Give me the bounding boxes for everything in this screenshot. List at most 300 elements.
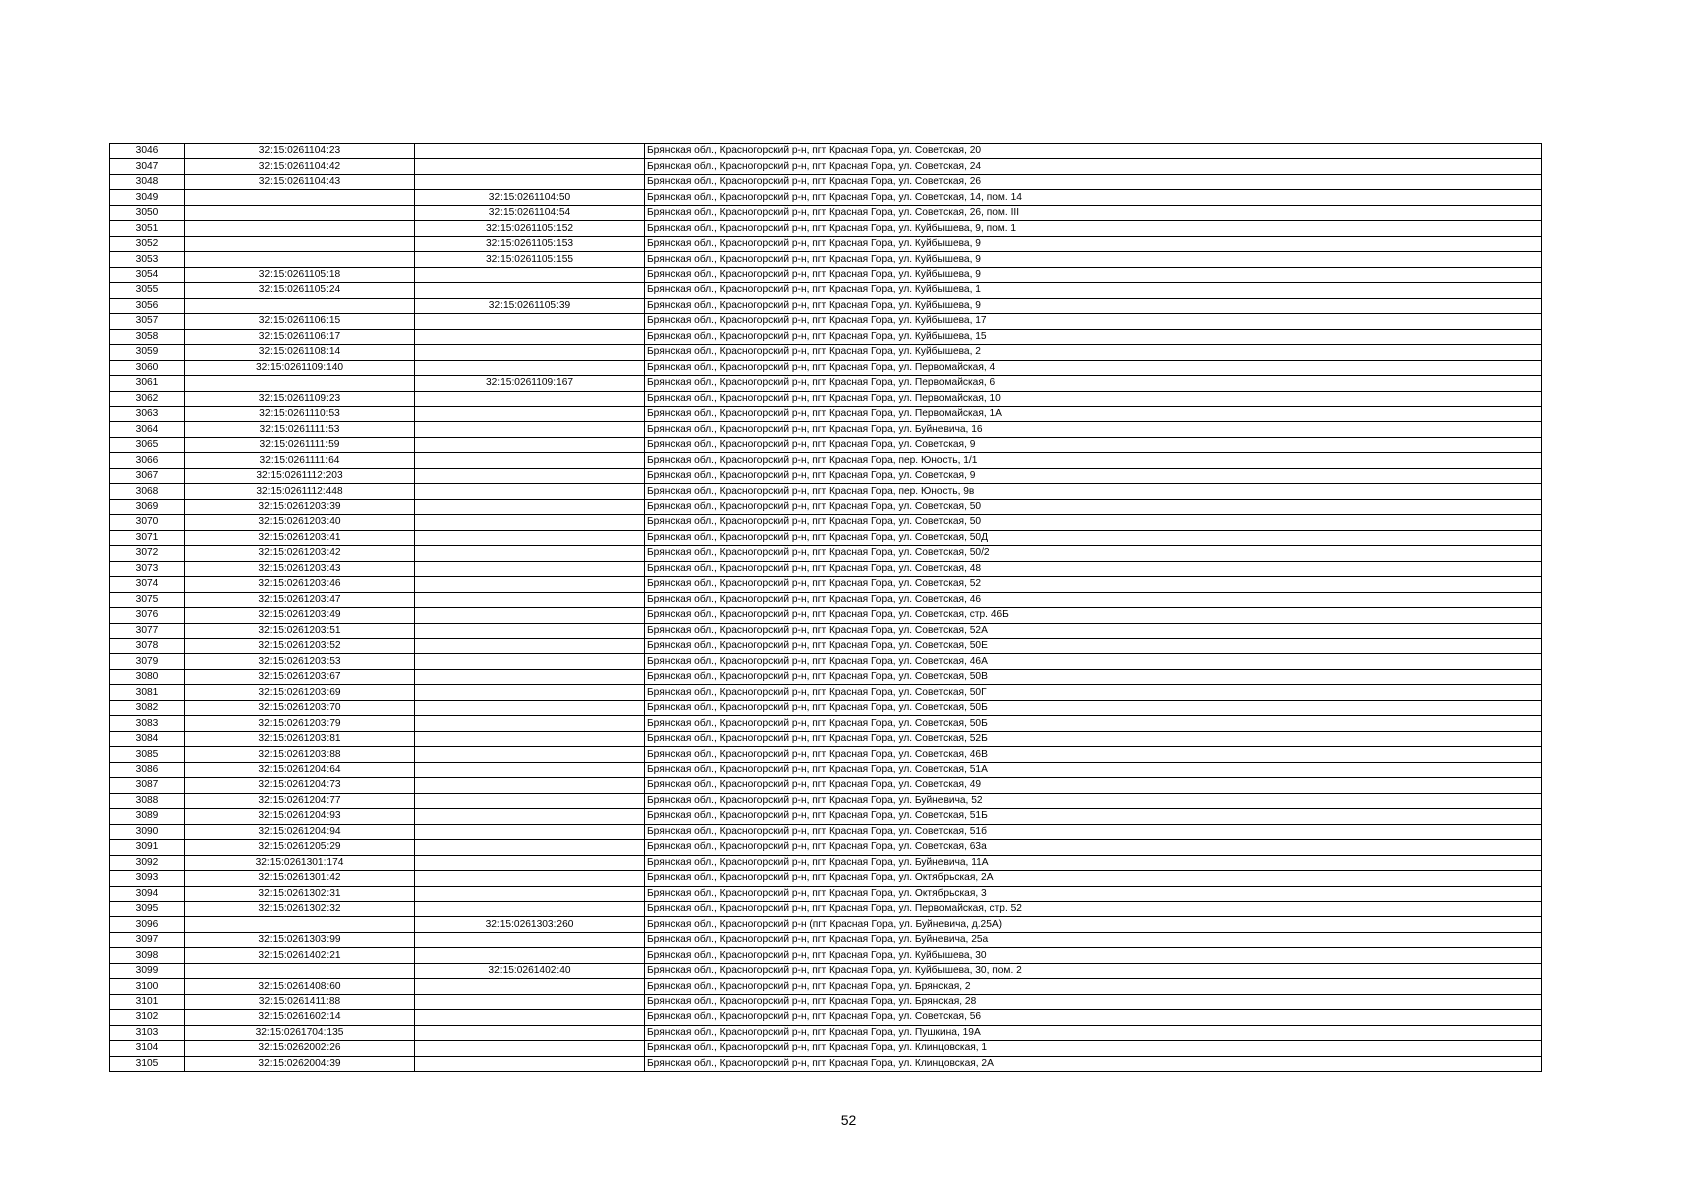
second-cadastral-number-cell: 32:15:0261402:40: [415, 963, 645, 978]
row-number-cell: 3100: [110, 979, 185, 994]
address-cell: Брянская обл., Красногорский р-н, пгт Красная Гора, ул. Советская, стр. 46Б: [645, 608, 1542, 623]
table-row: [110, 484, 1542, 499]
cadastral-number-cell: 32:15:0261104:43: [185, 174, 415, 189]
second-cadastral-number-cell: [415, 468, 645, 483]
address-cell: Брянская обл., Красногорский р-н, пгт Красная Гора, ул. Первомайская, 1А: [645, 406, 1542, 421]
table-row: [110, 515, 1542, 530]
table-row: [110, 468, 1542, 483]
address-cell: Брянская обл., Красногорский р-н, пгт Красная Гора, ул. Советская, 50: [645, 515, 1542, 530]
cadastral-number-cell: 32:15:0261203:70: [185, 700, 415, 715]
table-row: [110, 561, 1542, 576]
table-row: [110, 979, 1542, 994]
row-number-cell: 3054: [110, 267, 185, 282]
table-row: [110, 499, 1542, 514]
second-cadastral-number-cell: [415, 422, 645, 437]
table-row: [110, 840, 1542, 855]
address-cell: Брянская обл., Красногорский р-н, пгт Красная Гора, ул. Советская, 52А: [645, 623, 1542, 638]
row-number-cell: 3049: [110, 190, 185, 205]
row-number-cell: 3097: [110, 932, 185, 947]
address-cell: Брянская обл., Красногорский р-н, пгт Красная Гора, ул. Советская, 50Б: [645, 700, 1542, 715]
table-row: [110, 236, 1542, 251]
cadastral-number-cell: 32:15:0262002:26: [185, 1041, 415, 1056]
cadastral-number-cell: 32:15:0261402:21: [185, 948, 415, 963]
row-number-cell: 3052: [110, 236, 185, 251]
table-row: [110, 437, 1542, 452]
cadastral-number-cell: 32:15:0261203:51: [185, 623, 415, 638]
table-row: [110, 824, 1542, 839]
row-number-cell: 3092: [110, 855, 185, 870]
address-cell: Брянская обл., Красногорский р-н, пгт Красная Гора, ул. Брянская, 28: [645, 994, 1542, 1009]
second-cadastral-number-cell: [415, 716, 645, 731]
table-row: [110, 932, 1542, 947]
address-cell: Брянская обл., Красногорский р-н, пгт Красная Гора, ул. Куйбышева, 1: [645, 283, 1542, 298]
second-cadastral-number-cell: [415, 948, 645, 963]
row-number-cell: 3094: [110, 886, 185, 901]
cadastral-number-cell: 32:15:0261112:203: [185, 468, 415, 483]
second-cadastral-number-cell: [415, 623, 645, 638]
table-row: [110, 948, 1542, 963]
cadastral-number-cell: 32:15:0261203:40: [185, 515, 415, 530]
address-cell: Брянская обл., Красногорский р-н, пгт Красная Гора, ул. Советская, 14, пом. 14: [645, 190, 1542, 205]
row-number-cell: 3090: [110, 824, 185, 839]
second-cadastral-number-cell: [415, 685, 645, 700]
table-row: [110, 809, 1542, 824]
second-cadastral-number-cell: [415, 329, 645, 344]
table-row: [110, 917, 1542, 932]
cadastral-number-cell: 32:15:0261111:53: [185, 422, 415, 437]
table-row: [110, 639, 1542, 654]
row-number-cell: 3057: [110, 314, 185, 329]
cadastral-number-cell: 32:15:0261203:39: [185, 499, 415, 514]
cadastral-number-cell: 32:15:0261301:42: [185, 871, 415, 886]
row-number-cell: 3072: [110, 546, 185, 561]
cadastral-number-cell: 32:15:0261203:53: [185, 654, 415, 669]
table-row: [110, 623, 1542, 638]
table-row: [110, 530, 1542, 545]
cadastral-number-cell: 32:15:0261111:64: [185, 453, 415, 468]
cadastral-number-cell: 32:15:0261302:31: [185, 886, 415, 901]
cadastral-number-cell: [185, 205, 415, 220]
second-cadastral-number-cell: 32:15:0261105:153: [415, 236, 645, 251]
address-cell: Брянская обл., Красногорский р-н, пгт Красная Гора, ул. Советская, 50Б: [645, 716, 1542, 731]
table-row: [110, 731, 1542, 746]
table-row: [110, 1041, 1542, 1056]
second-cadastral-number-cell: [415, 700, 645, 715]
cadastral-number-cell: 32:15:0261408:60: [185, 979, 415, 994]
address-cell: Брянская обл., Красногорский р-н, пгт Красная Гора, ул. Советская, 46А: [645, 654, 1542, 669]
cadastral-number-cell: 32:15:0261111:59: [185, 437, 415, 452]
second-cadastral-number-cell: [415, 174, 645, 189]
row-number-cell: 3103: [110, 1025, 185, 1040]
property-register-table: [109, 143, 1542, 1072]
table-row: [110, 855, 1542, 870]
cadastral-number-cell: 32:15:0261411:88: [185, 994, 415, 1009]
second-cadastral-number-cell: [415, 437, 645, 452]
table-row: [110, 221, 1542, 236]
cadastral-number-cell: 32:15:0261204:73: [185, 778, 415, 793]
second-cadastral-number-cell: 32:15:0261109:167: [415, 376, 645, 391]
second-cadastral-number-cell: [415, 546, 645, 561]
second-cadastral-number-cell: [415, 144, 645, 159]
row-number-cell: 3064: [110, 422, 185, 437]
second-cadastral-number-cell: [415, 840, 645, 855]
second-cadastral-number-cell: [415, 901, 645, 916]
row-number-cell: 3050: [110, 205, 185, 220]
row-number-cell: 3062: [110, 391, 185, 406]
second-cadastral-number-cell: 32:15:0261104:50: [415, 190, 645, 205]
row-number-cell: 3078: [110, 639, 185, 654]
cadastral-number-cell: 32:15:0261203:88: [185, 747, 415, 762]
address-cell: Брянская обл., Красногорский р-н, пгт Красная Гора, ул. Советская, 48: [645, 561, 1542, 576]
cadastral-number-cell: 32:15:0261204:77: [185, 793, 415, 808]
row-number-cell: 3069: [110, 499, 185, 514]
row-number-cell: 3084: [110, 731, 185, 746]
row-number-cell: 3088: [110, 793, 185, 808]
table-row: [110, 422, 1542, 437]
address-cell: Брянская обл., Красногорский р-н, пгт Красная Гора, ул. Советская, 26, пом. III: [645, 205, 1542, 220]
table-row: [110, 716, 1542, 731]
table-row: [110, 762, 1542, 777]
row-number-cell: 3056: [110, 298, 185, 313]
address-cell: Брянская обл., Красногорский р-н, пгт Красная Гора, ул. Советская, 20: [645, 144, 1542, 159]
row-number-cell: 3083: [110, 716, 185, 731]
row-number-cell: 3101: [110, 994, 185, 1009]
row-number-cell: 3080: [110, 669, 185, 684]
address-cell: Брянская обл., Красногорский р-н, пгт Красная Гора, ул. Куйбышева, 15: [645, 329, 1542, 344]
row-number-cell: 3073: [110, 561, 185, 576]
cadastral-number-cell: 32:15:0261303:99: [185, 932, 415, 947]
second-cadastral-number-cell: [415, 453, 645, 468]
address-cell: Брянская обл., Красногорский р-н, пгт Красная Гора, ул. Советская, 52: [645, 577, 1542, 592]
table-row: [110, 298, 1542, 313]
address-cell: Брянская обл., Красногорский р-н, пгт Красная Гора, ул. Буйневича, 25а: [645, 932, 1542, 947]
table-row: [110, 174, 1542, 189]
table-row: [110, 592, 1542, 607]
table-row: [110, 700, 1542, 715]
table-row: [110, 685, 1542, 700]
second-cadastral-number-cell: [415, 267, 645, 282]
table-row: [110, 205, 1542, 220]
table-row: [110, 669, 1542, 684]
row-number-cell: 3104: [110, 1041, 185, 1056]
table-row: [110, 963, 1542, 978]
cadastral-number-cell: 32:15:0261203:46: [185, 577, 415, 592]
cadastral-number-cell: 32:15:0261203:41: [185, 530, 415, 545]
table-row: [110, 886, 1542, 901]
address-cell: Брянская обл., Красногорский р-н, пгт Красная Гора, ул. Советская, 46В: [645, 747, 1542, 762]
second-cadastral-number-cell: [415, 159, 645, 174]
second-cadastral-number-cell: [415, 994, 645, 1009]
second-cadastral-number-cell: [415, 809, 645, 824]
cadastral-number-cell: 32:15:0261602:14: [185, 1010, 415, 1025]
address-cell: Брянская обл., Красногорский р-н, пгт Красная Гора, ул. Советская, 56: [645, 1010, 1542, 1025]
cadastral-number-cell: 32:15:0261204:93: [185, 809, 415, 824]
address-cell: Брянская обл., Красногорский р-н, пгт Красная Гора, ул. Советская, 51б: [645, 824, 1542, 839]
row-number-cell: 3071: [110, 530, 185, 545]
address-cell: Брянская обл., Красногорский р-н, пгт Красная Гора, ул. Советская, 52Б: [645, 731, 1542, 746]
row-number-cell: 3082: [110, 700, 185, 715]
second-cadastral-number-cell: [415, 1056, 645, 1071]
address-cell: Брянская обл., Красногорский р-н, пгт Красная Гора, ул. Советская, 50В: [645, 669, 1542, 684]
second-cadastral-number-cell: [415, 762, 645, 777]
row-number-cell: 3085: [110, 747, 185, 762]
cadastral-number-cell: 32:15:0261106:17: [185, 329, 415, 344]
address-cell: Брянская обл., Красногорский р-н, пгт Красная Гора, ул. Советская, 50Г: [645, 685, 1542, 700]
second-cadastral-number-cell: [415, 515, 645, 530]
row-number-cell: 3091: [110, 840, 185, 855]
second-cadastral-number-cell: [415, 391, 645, 406]
address-cell: Брянская обл., Красногорский р-н, пгт Красная Гора, ул. Первомайская, 4: [645, 360, 1542, 375]
row-number-cell: 3096: [110, 917, 185, 932]
address-cell: Брянская обл., Красногорский р-н, пгт Красная Гора, ул. Советская, 46: [645, 592, 1542, 607]
second-cadastral-number-cell: [415, 608, 645, 623]
address-cell: Брянская обл., Красногорский р-н, пгт Красная Гора, ул. Советская, 26: [645, 174, 1542, 189]
address-cell: Брянская обл., Красногорский р-н, пгт Красная Гора, ул. Советская, 24: [645, 159, 1542, 174]
row-number-cell: 3059: [110, 345, 185, 360]
address-cell: Брянская обл., Красногорский р-н, пгт Красная Гора, ул. Советская, 50Е: [645, 639, 1542, 654]
second-cadastral-number-cell: [415, 731, 645, 746]
row-number-cell: 3058: [110, 329, 185, 344]
address-cell: Брянская обл., Красногорский р-н, пгт Красная Гора, ул. Брянская, 2: [645, 979, 1542, 994]
address-cell: Брянская обл., Красногорский р-н, пгт Красная Гора, ул. Советская, 49: [645, 778, 1542, 793]
cadastral-number-cell: 32:15:0261105:18: [185, 267, 415, 282]
cadastral-number-cell: 32:15:0261110:53: [185, 406, 415, 421]
cadastral-number-cell: [185, 917, 415, 932]
table-row: [110, 994, 1542, 1009]
address-cell: Брянская обл., Красногорский р-н, пгт Красная Гора, ул. Куйбышева, 9: [645, 252, 1542, 267]
cadastral-number-cell: 32:15:0261112:448: [185, 484, 415, 499]
row-number-cell: 3105: [110, 1056, 185, 1071]
table-row: [110, 252, 1542, 267]
second-cadastral-number-cell: [415, 1025, 645, 1040]
table-row: [110, 329, 1542, 344]
page-number: 52: [840, 1112, 857, 1128]
table-row: [110, 345, 1542, 360]
table-row: [110, 1010, 1542, 1025]
address-cell: Брянская обл., Красногорский р-н, пгт Красная Гора, ул. Советская, 50: [645, 499, 1542, 514]
second-cadastral-number-cell: [415, 314, 645, 329]
second-cadastral-number-cell: 32:15:0261105:39: [415, 298, 645, 313]
second-cadastral-number-cell: [415, 871, 645, 886]
row-number-cell: 3079: [110, 654, 185, 669]
row-number-cell: 3076: [110, 608, 185, 623]
address-cell: Брянская обл., Красногорский р-н (пгт Красная Гора, ул. Буйневича, д.25А): [645, 917, 1542, 932]
table-row: [110, 577, 1542, 592]
table-row: [110, 190, 1542, 205]
table-row: [110, 546, 1542, 561]
second-cadastral-number-cell: 32:15:0261303:260: [415, 917, 645, 932]
second-cadastral-number-cell: [415, 669, 645, 684]
table-body: [110, 144, 1542, 1072]
second-cadastral-number-cell: [415, 283, 645, 298]
address-cell: Брянская обл., Красногорский р-н, пгт Красная Гора, ул. Советская, 63а: [645, 840, 1542, 855]
second-cadastral-number-cell: 32:15:0261104:54: [415, 205, 645, 220]
address-cell: Брянская обл., Красногорский р-н, пгт Красная Гора, ул. Советская, 9: [645, 437, 1542, 452]
row-number-cell: 3066: [110, 453, 185, 468]
table-row: [110, 159, 1542, 174]
address-cell: Брянская обл., Красногорский р-н, пгт Красная Гора, ул. Куйбышева, 30: [645, 948, 1542, 963]
cadastral-number-cell: 32:15:0261203:67: [185, 669, 415, 684]
address-cell: Брянская обл., Красногорский р-н, пгт Красная Гора, ул. Первомайская, 6: [645, 376, 1542, 391]
row-number-cell: 3095: [110, 901, 185, 916]
address-cell: Брянская обл., Красногорский р-н, пгт Красная Гора, ул. Куйбышева, 9: [645, 298, 1542, 313]
address-cell: Брянская обл., Красногорский р-н, пгт Красная Гора, пер. Юность, 9в: [645, 484, 1542, 499]
address-cell: Брянская обл., Красногорский р-н, пгт Красная Гора, ул. Куйбышева, 30, пом. 2: [645, 963, 1542, 978]
row-number-cell: 3086: [110, 762, 185, 777]
table-row: [110, 608, 1542, 623]
row-number-cell: 3067: [110, 468, 185, 483]
table-row: [110, 1025, 1542, 1040]
second-cadastral-number-cell: [415, 747, 645, 762]
table-row: [110, 654, 1542, 669]
second-cadastral-number-cell: [415, 1041, 645, 1056]
table-row: [110, 1056, 1542, 1071]
cadastral-number-cell: 32:15:0261301:174: [185, 855, 415, 870]
second-cadastral-number-cell: [415, 530, 645, 545]
row-number-cell: 3089: [110, 809, 185, 824]
row-number-cell: 3099: [110, 963, 185, 978]
row-number-cell: 3053: [110, 252, 185, 267]
cadastral-number-cell: 32:15:0261106:15: [185, 314, 415, 329]
row-number-cell: 3065: [110, 437, 185, 452]
cadastral-number-cell: [185, 376, 415, 391]
second-cadastral-number-cell: [415, 824, 645, 839]
table-row: [110, 778, 1542, 793]
second-cadastral-number-cell: [415, 345, 645, 360]
row-number-cell: 3051: [110, 221, 185, 236]
address-cell: Брянская обл., Красногорский р-н, пгт Красная Гора, ул. Куйбышева, 9: [645, 236, 1542, 251]
address-cell: Брянская обл., Красногорский р-н, пгт Красная Гора, ул. Куйбышева, 9, пом. 1: [645, 221, 1542, 236]
second-cadastral-number-cell: [415, 886, 645, 901]
cadastral-number-cell: 32:15:0261108:14: [185, 345, 415, 360]
row-number-cell: 3061: [110, 376, 185, 391]
table-row: [110, 360, 1542, 375]
second-cadastral-number-cell: [415, 932, 645, 947]
address-cell: Брянская обл., Красногорский р-н, пгт Красная Гора, ул. Октябрьская, 2А: [645, 871, 1542, 886]
row-number-cell: 3093: [110, 871, 185, 886]
cadastral-number-cell: 32:15:0261302:32: [185, 901, 415, 916]
row-number-cell: 3055: [110, 283, 185, 298]
row-number-cell: 3075: [110, 592, 185, 607]
cadastral-number-cell: 32:15:0261203:81: [185, 731, 415, 746]
second-cadastral-number-cell: [415, 592, 645, 607]
cadastral-number-cell: 32:15:0262004:39: [185, 1056, 415, 1071]
second-cadastral-number-cell: [415, 577, 645, 592]
cadastral-number-cell: [185, 221, 415, 236]
cadastral-number-cell: 32:15:0261203:49: [185, 608, 415, 623]
row-number-cell: 3063: [110, 406, 185, 421]
table-row: [110, 314, 1542, 329]
cadastral-number-cell: [185, 963, 415, 978]
cadastral-number-cell: [185, 298, 415, 313]
table-row: [110, 871, 1542, 886]
table-row: [110, 267, 1542, 282]
address-cell: Брянская обл., Красногорский р-н, пгт Красная Гора, ул. Советская, 50/2: [645, 546, 1542, 561]
cadastral-number-cell: 32:15:0261704:135: [185, 1025, 415, 1040]
cadastral-number-cell: 32:15:0261203:47: [185, 592, 415, 607]
row-number-cell: 3068: [110, 484, 185, 499]
address-cell: Брянская обл., Красногорский р-н, пгт Красная Гора, ул. Клинцовская, 2А: [645, 1056, 1542, 1071]
second-cadastral-number-cell: [415, 979, 645, 994]
table-row: [110, 747, 1542, 762]
address-cell: Брянская обл., Красногорский р-н, пгт Красная Гора, ул. Советская, 50Д: [645, 530, 1542, 545]
second-cadastral-number-cell: [415, 855, 645, 870]
second-cadastral-number-cell: 32:15:0261105:155: [415, 252, 645, 267]
row-number-cell: 3070: [110, 515, 185, 530]
row-number-cell: 3047: [110, 159, 185, 174]
address-cell: Брянская обл., Красногорский р-н, пгт Красная Гора, ул. Первомайская, 10: [645, 391, 1542, 406]
table-row: [110, 901, 1542, 916]
second-cadastral-number-cell: 32:15:0261105:152: [415, 221, 645, 236]
address-cell: Брянская обл., Красногорский р-н, пгт Красная Гора, ул. Пушкина, 19А: [645, 1025, 1542, 1040]
address-cell: Брянская обл., Красногорский р-н, пгт Красная Гора, ул. Советская, 9: [645, 468, 1542, 483]
cadastral-number-cell: 32:15:0261105:24: [185, 283, 415, 298]
second-cadastral-number-cell: [415, 499, 645, 514]
address-cell: Брянская обл., Красногорский р-н, пгт Красная Гора, пер. Юность, 1/1: [645, 453, 1542, 468]
table-row: [110, 391, 1542, 406]
cadastral-number-cell: 32:15:0261109:140: [185, 360, 415, 375]
second-cadastral-number-cell: [415, 639, 645, 654]
address-cell: Брянская обл., Красногорский р-н, пгт Красная Гора, ул. Буйневича, 16: [645, 422, 1542, 437]
row-number-cell: 3077: [110, 623, 185, 638]
table-row: [110, 144, 1542, 159]
address-cell: Брянская обл., Красногорский р-н, пгт Красная Гора, ул. Советская, 51А: [645, 762, 1542, 777]
second-cadastral-number-cell: [415, 1010, 645, 1025]
cadastral-number-cell: 32:15:0261104:42: [185, 159, 415, 174]
row-number-cell: 3081: [110, 685, 185, 700]
second-cadastral-number-cell: [415, 793, 645, 808]
cadastral-number-cell: [185, 236, 415, 251]
row-number-cell: 3087: [110, 778, 185, 793]
cadastral-number-cell: 32:15:0261203:79: [185, 716, 415, 731]
row-number-cell: 3048: [110, 174, 185, 189]
cadastral-number-cell: 32:15:0261204:64: [185, 762, 415, 777]
address-cell: Брянская обл., Красногорский р-н, пгт Красная Гора, ул. Куйбышева, 2: [645, 345, 1542, 360]
row-number-cell: 3102: [110, 1010, 185, 1025]
second-cadastral-number-cell: [415, 360, 645, 375]
address-cell: Брянская обл., Красногорский р-н, пгт Красная Гора, ул. Буйневича, 52: [645, 793, 1542, 808]
second-cadastral-number-cell: [415, 778, 645, 793]
row-number-cell: 3060: [110, 360, 185, 375]
address-cell: Брянская обл., Красногорский р-н, пгт Красная Гора, ул. Куйбышева, 9: [645, 267, 1542, 282]
cadastral-number-cell: 32:15:0261205:29: [185, 840, 415, 855]
cadastral-number-cell: [185, 190, 415, 205]
cadastral-number-cell: 32:15:0261204:94: [185, 824, 415, 839]
table-row: [110, 793, 1542, 808]
table-row: [110, 406, 1542, 421]
cadastral-number-cell: [185, 252, 415, 267]
row-number-cell: 3074: [110, 577, 185, 592]
cadastral-number-cell: 32:15:0261203:69: [185, 685, 415, 700]
table-row: [110, 283, 1542, 298]
second-cadastral-number-cell: [415, 406, 645, 421]
address-cell: Брянская обл., Красногорский р-н, пгт Красная Гора, ул. Куйбышева, 17: [645, 314, 1542, 329]
second-cadastral-number-cell: [415, 654, 645, 669]
cadastral-number-cell: 32:15:0261203:43: [185, 561, 415, 576]
address-cell: Брянская обл., Красногорский р-н, пгт Красная Гора, ул. Буйневича, 11А: [645, 855, 1542, 870]
cadastral-number-cell: 32:15:0261203:52: [185, 639, 415, 654]
cadastral-number-cell: 32:15:0261104:23: [185, 144, 415, 159]
address-cell: Брянская обл., Красногорский р-н, пгт Красная Гора, ул. Клинцовская, 1: [645, 1041, 1542, 1056]
cadastral-number-cell: 32:15:0261109:23: [185, 391, 415, 406]
table-row: [110, 376, 1542, 391]
cadastral-number-cell: 32:15:0261203:42: [185, 546, 415, 561]
second-cadastral-number-cell: [415, 561, 645, 576]
address-cell: Брянская обл., Красногорский р-н, пгт Красная Гора, ул. Октябрьская, 3: [645, 886, 1542, 901]
address-cell: Брянская обл., Красногорский р-н, пгт Красная Гора, ул. Первомайская, стр. 52: [645, 901, 1542, 916]
address-cell: Брянская обл., Красногорский р-н, пгт Красная Гора, ул. Советская, 51Б: [645, 809, 1542, 824]
second-cadastral-number-cell: [415, 484, 645, 499]
